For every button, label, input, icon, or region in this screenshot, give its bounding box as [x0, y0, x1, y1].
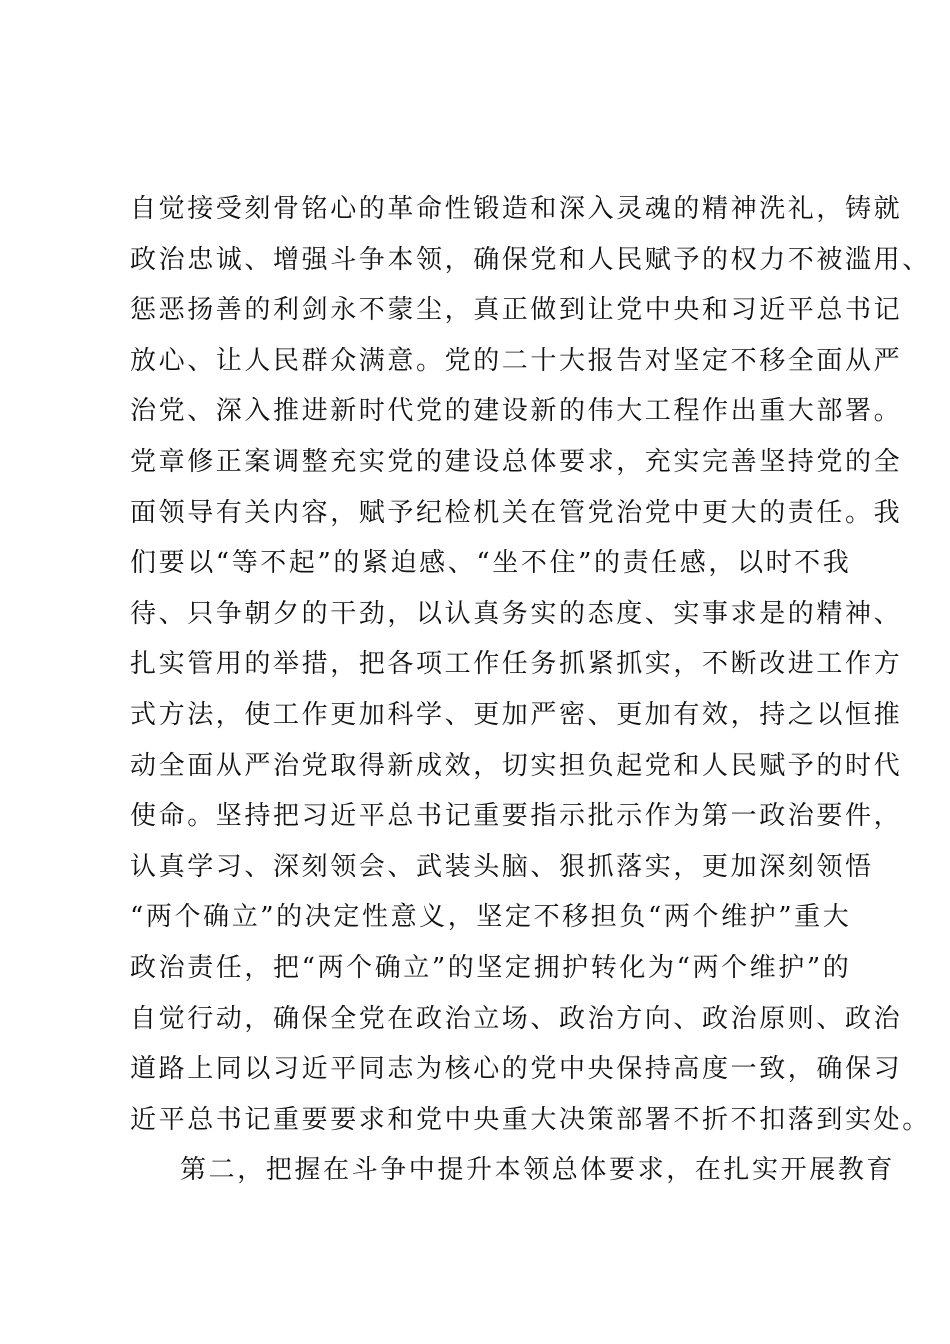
text-line-5: 治党、深入推进新时代党的建设新的伟大工程作出重大部署。 [130, 396, 903, 427]
paragraph-start-line: 第二，把握在斗争中提升本领总体要求，在扎实开展教育 [180, 1155, 896, 1186]
text-line-3: 惩恶扬善的利剑永不蒙尘，真正做到让党中央和习近平总书记 [130, 295, 903, 326]
text-line-9: 待、只争朝夕的干劲，以认真务实的态度、实事求是的精神、 [130, 598, 903, 629]
text-line-17: 自觉行动，确保全党在政治立场、政治方向、政治原则、政治 [130, 1003, 903, 1034]
text-line-15: “两个确立”的决定性意义，坚定不移担负“两个维护”重大 [130, 902, 852, 933]
text-line-12: 动全面从严治党取得新成效，切实担负起党和人民赋予的时代 [130, 750, 903, 781]
text-line-7: 面领导有关内容，赋予纪检机关在管党治党中更大的责任。我 [130, 497, 903, 528]
text-line-11: 式方法，使工作更加科学、更加严密、更加有效，持之以恒推 [130, 699, 903, 730]
text-line-14: 认真学习、深刻领会、武装头脑、狠抓落实，更加深刻领悟 [130, 851, 874, 882]
text-line-10: 扎实管用的举措，把各项工作任务抓紧抓实，不断改进工作方 [130, 649, 903, 680]
text-line-8: 们要以“等不起”的紧迫感、“坐不住”的责任感，以时不我 [130, 548, 852, 579]
text-line-2: 政治忠诚、增强斗争本领，确保党和人民赋予的权力不被滥用、 [130, 244, 931, 275]
text-line-1: 自觉接受刻骨铭心的革命性锻造和深入灵魂的精神洗礼，铸就 [130, 194, 903, 224]
text-line-6: 党章修正案调整充实党的建设总体要求，充实完善坚持党的全 [130, 446, 903, 477]
text-line-16: 政治责任，把“两个确立”的坚定拥护转化为“两个维护”的 [130, 952, 852, 983]
text-line-18: 道路上同以习近平同志为核心的党中央保持高度一致，确保习 [130, 1054, 903, 1085]
text-line-13: 使命。坚持把习近平总书记重要指示批示作为第一政治要件， [130, 801, 903, 832]
body-text [130, 184, 931, 1196]
text-line-19: 近平总书记重要要求和党中央重大决策部署不折不扣落到实处。 [130, 1104, 931, 1135]
text-line-4: 放心、让人民群众满意。党的二十大报告对坚定不移全面从严 [130, 345, 903, 376]
